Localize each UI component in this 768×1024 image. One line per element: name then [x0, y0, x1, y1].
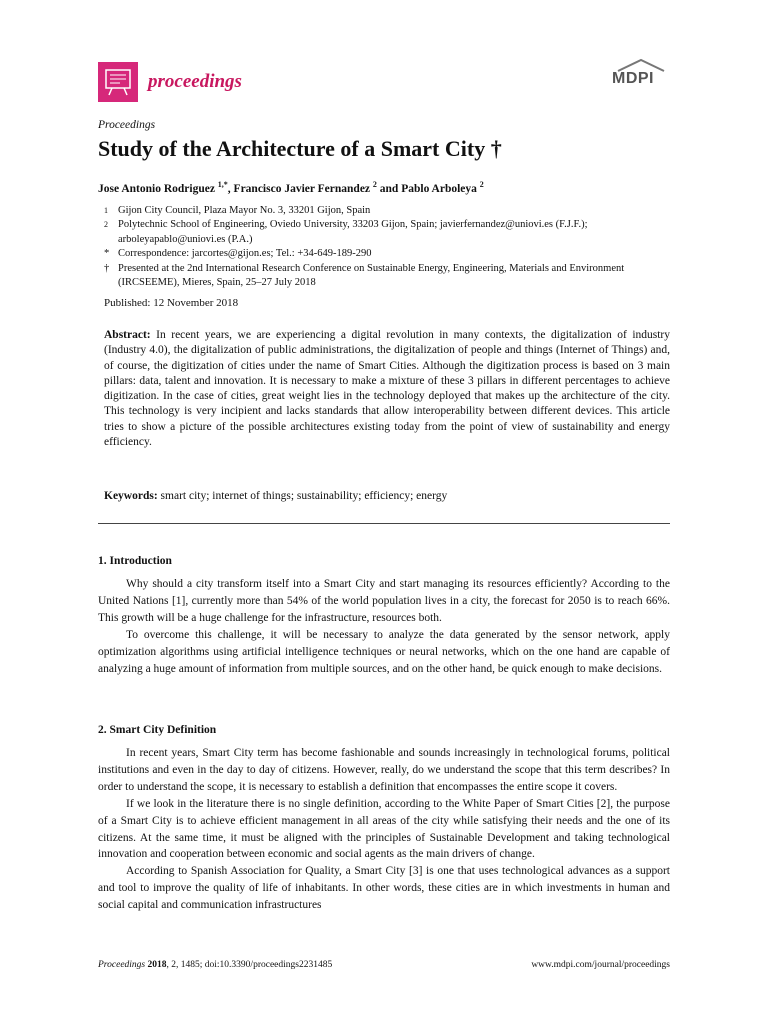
- journal-label: Proceedings: [98, 119, 156, 131]
- affiliation-item: [104, 262, 676, 291]
- mdpi-logo: [612, 58, 670, 98]
- section-heading: 1. Introduction: [98, 555, 172, 567]
- abstract: [104, 328, 670, 450]
- publisher-name: MDPI: [612, 70, 654, 87]
- conference-note: Presented at the 2nd International Research Conference on Sustainable Energy, Engineering, Materials and Environment (IRCSEEME), Mieres, Spain, 25–27 July 2018: [118, 262, 625, 289]
- section-heading: 2. Smart City Definition: [98, 724, 217, 736]
- affiliation-marker: *: [104, 248, 110, 260]
- affiliation-text: Gijon City Council, Plaza Mayor No. 3, 33201 Gijon, Spain: [118, 205, 371, 216]
- section-body: [98, 576, 670, 677]
- footer-journal: Proceedings: [98, 960, 146, 970]
- correspondence-text: Correspondence: jarcortes@gijon.es; Tel.: +34-649-189-290: [118, 248, 372, 260]
- footer-doi: , 2, 1485; doi:10.3390/proceedings2231485: [166, 960, 333, 970]
- paragraph: Why should a city transform itself into a Smart City and start managing its resources efficiently? According to the United Nations [1], currently more than 54% of the world population lives in a city, the forecast for 2050 is to reach 66%. This growth will be a huge challenge for the infrastructure, resources both.: [98, 578, 670, 624]
- footer-year: 2018: [147, 960, 167, 970]
- keywords-text: smart city; internet of things; sustainability; efficiency; energy: [160, 490, 448, 502]
- paragraph: To overcome this challenge, it will be necessary to analyze the data generated by the sensor network, apply optimization algorithms using artificial intelligence techniques or neural networks, which on the one hand are capable of analyzing a huge amount of information from multiple sources, and on the other hand, be quick enough to make decisions.: [98, 628, 670, 675]
- authors-text: Jose Antonio Rodriguez $^{1,*}$, Francisco Javier Fernandez $^2$ and Pablo Arboleya $^2$: [98, 180, 484, 195]
- affiliation-item: [104, 247, 676, 261]
- divider: [98, 523, 670, 524]
- author-list: [98, 180, 484, 195]
- footer-url[interactable]: www.mdpi.com/journal/proceedings: [531, 960, 670, 970]
- abstract-text: In recent years, we are experiencing a digital revolution in many contexts, the digitalization of industry (Industry 4.0), the digitalization of public administrations, the digitalization of people and things (Internet of Things) and, of course, the digitization of cities under the name of Smart Cities. Although the digitization process is based on 3 main pillars: data, talent and innovation. It is necessary to make a mixture of these 3 pillars in different percentages to achieve digitization. In the case of cities, great weight lies in the technology deployed that makes up the architecture of the city. This technology is very incipient and lacks standards that allow interoperability between different devices. This article tries to show a picture of the possible architectures existing today from the point of view of sustainability and energy efficiency.: [104, 329, 671, 449]
- article-title: Study of the Architecture of a Smart City †: [98, 136, 502, 161]
- affiliation-text: Polytechnic School of Engineering, Oviedo University, 33203 Gijon, Spain; javierfernandez@uniovi.es (F.J.F.); arboleyapablo@uniovi.es (P.A.): [118, 219, 588, 245]
- affiliation-marker: †: [104, 262, 110, 274]
- affiliation-item: [104, 218, 676, 247]
- affiliation-marker: 1: [104, 206, 108, 215]
- section-body: [98, 745, 670, 914]
- footer-citation: [98, 960, 332, 970]
- paragraph: According to Spanish Association for Quality, a Smart City [3] is one that uses technological advances as a support and tool to improve the quality of life of inhabitants. In other words, these cities are in which investments in human and social capital and communication infrastructures: [98, 865, 670, 912]
- brand-name: proceedings: [148, 71, 242, 92]
- proceedings-logo-icon: [98, 62, 138, 102]
- keywords-label: Keywords:: [104, 490, 158, 502]
- paragraph: In recent years, Smart City term has become fashionable and sounds increasingly in technological forums, political institutions and even in the day to day of citizens. However, really, do we understand the scope that this term describes? In order to understand the scope, it is necessary to establish a definition that encompasses the entire scope it covers.: [98, 747, 670, 793]
- affiliation-marker: 2: [104, 220, 108, 230]
- paragraph: If we look in the literature there is no single definition, according to the White Paper of Smart Cities [2], the purpose of a Smart City is to achieve efficient management in all areas of the city while satisfying their needs and the one of its citizens. At the same time, it must be aligned with the principles of Sustainable Development and taking technological innovation and cooperation between economic and social agents as the main drivers of change.: [98, 797, 670, 861]
- keywords: [104, 490, 670, 502]
- abstract-label: Abstract:: [104, 329, 151, 341]
- affiliations: [104, 204, 676, 290]
- published-date: Published: 12 November 2018: [104, 297, 239, 309]
- affiliation-item: [104, 204, 676, 218]
